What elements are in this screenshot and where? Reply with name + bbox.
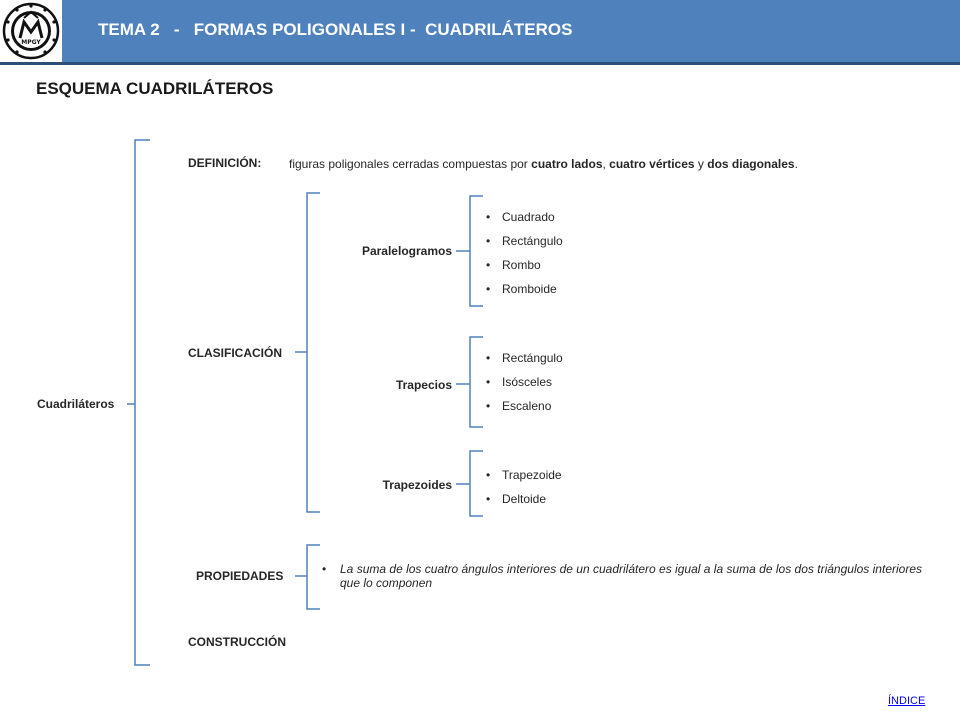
- definicion-text-part: ,: [602, 157, 610, 171]
- definicion-text-part: figuras poligonales cerradas compuestas por: [289, 157, 532, 171]
- svg-text:MPGY: MPGY: [21, 39, 41, 46]
- definicion-text: [289, 157, 798, 171]
- list-item: • Romboide: [486, 281, 563, 305]
- paralelogramos-bracket: [470, 196, 483, 306]
- propiedades-label: PROPIEDADES: [196, 569, 284, 583]
- definicion-label: DEFINICIÓN:: [188, 156, 262, 170]
- list-item: • Cuadrado: [486, 209, 563, 233]
- list-item: • Trapezoide: [486, 467, 562, 491]
- group-label-paralelogramos: Paralelogramos: [361, 244, 452, 258]
- definicion-text-part: y: [694, 157, 708, 171]
- propiedades-bracket: [307, 545, 320, 609]
- construccion-label: CONSTRUCCIÓN: [188, 635, 286, 649]
- list-item: • Deltoide: [486, 491, 562, 515]
- section-title: ESQUEMA CUADRILÁTEROS: [36, 79, 274, 98]
- clasificacion-label: CLASIFICACIÓN: [188, 346, 282, 360]
- propiedades-text: La suma de los cuatro ángulos interiores de un cuadrilátero es igual a la suma de los dos triángulos interiores que lo componen: [340, 562, 922, 590]
- list-item: • Rombo: [486, 257, 563, 281]
- main-bracket: [135, 140, 150, 665]
- definicion-text-part: cuatro vértices: [609, 157, 695, 171]
- propiedades-item: [322, 562, 922, 590]
- trapecios-list: [486, 350, 563, 422]
- list-item: • Escaleno: [486, 398, 563, 422]
- clasificacion-bracket: [307, 193, 320, 512]
- list-item: • Rectángulo: [486, 350, 563, 374]
- list-item: • Rectángulo: [486, 233, 563, 257]
- indice-link[interactable]: ÍNDICE: [888, 695, 926, 707]
- trapezoides-list: [486, 467, 562, 515]
- trapecios-bracket: [470, 337, 483, 427]
- list-item: • Isósceles: [486, 374, 563, 398]
- group-label-trapecios: Trapecios: [395, 378, 452, 392]
- definicion-text-part: .: [794, 157, 798, 171]
- trapezoides-bracket: [470, 451, 483, 516]
- group-label-trapezoides: Trapezoides: [382, 478, 452, 492]
- definicion-text-part: cuatro lados: [531, 157, 603, 171]
- page-header-title: TEMA 2 - FORMAS POLIGONALES I - CUADRILÁTEROS: [98, 20, 573, 39]
- definicion-text-part: dos diagonales: [707, 157, 795, 171]
- paralelogramos-list: [486, 209, 563, 305]
- bullet-icon: •: [322, 562, 327, 576]
- root-label: Cuadriláteros: [37, 397, 115, 411]
